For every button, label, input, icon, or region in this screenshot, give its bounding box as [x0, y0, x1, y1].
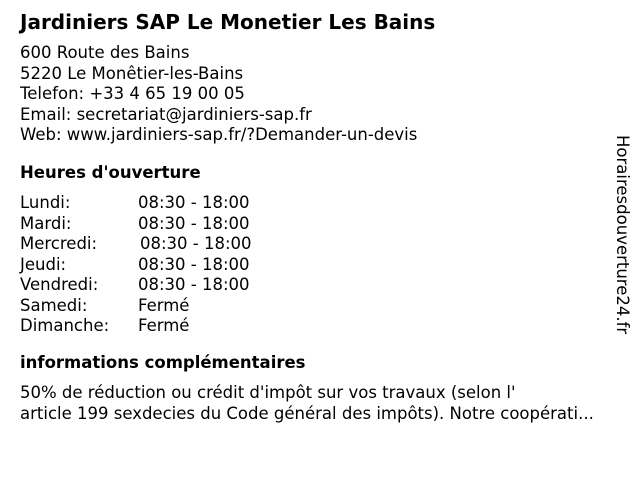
hours-row-sunday	[20, 316, 320, 337]
hours-value: 08:30 - 18:00	[138, 193, 250, 212]
hours-row-saturday	[20, 296, 320, 317]
hours-value: Fermé	[138, 316, 190, 335]
hours-row-monday	[20, 193, 320, 214]
hours-value: 08:30 - 18:00	[138, 213, 250, 233]
phone-line: Telefon: +33 4 65 19 00 05	[20, 84, 245, 103]
hours-value: 08:30 - 18:00	[138, 254, 250, 274]
hours-heading: Heures d'ouverture	[20, 163, 201, 182]
hours-value: 08:30 - 18:00	[138, 275, 250, 294]
email-line: Email: secretariat@jardiniers-sap.fr	[20, 104, 312, 124]
info-line: 50% de réduction ou crédit d'impôt sur vos travaux (selon l'	[20, 383, 516, 402]
hours-row-thursday	[20, 255, 320, 276]
hours-row-wednesday	[20, 234, 320, 255]
business-name: Jardiniers SAP Le Monetier Les Bains	[20, 10, 436, 34]
day-label: Mercredi:	[20, 234, 98, 253]
day-label: Samedi:	[20, 295, 88, 315]
info-heading: informations complémentaires	[20, 353, 306, 372]
day-label: Jeudi:	[20, 254, 67, 274]
day-label: Mardi:	[20, 213, 72, 233]
hours-value: 08:30 - 18:00	[140, 234, 252, 253]
info-line: article 199 sexdecies du Code général des impôts). Notre coopérati...	[20, 403, 594, 423]
hours-value: Fermé	[138, 295, 190, 315]
hours-row-tuesday	[20, 214, 320, 235]
address-city: 5220 Le Monêtier-les-Bains	[20, 63, 244, 83]
info-text	[20, 383, 630, 424]
day-label: Vendredi:	[20, 275, 99, 294]
address-street: 600 Route des Bains	[20, 43, 190, 62]
site-watermark: Horairesdouverture24.fr	[613, 135, 632, 335]
day-label: Lundi:	[20, 193, 71, 212]
day-label: Dimanche:	[20, 316, 110, 335]
hours-table	[20, 193, 320, 337]
contact-block	[20, 43, 417, 146]
web-line: Web: www.jardiniers-sap.fr/?Demander-un-devis	[20, 125, 418, 144]
hours-row-friday	[20, 275, 320, 296]
